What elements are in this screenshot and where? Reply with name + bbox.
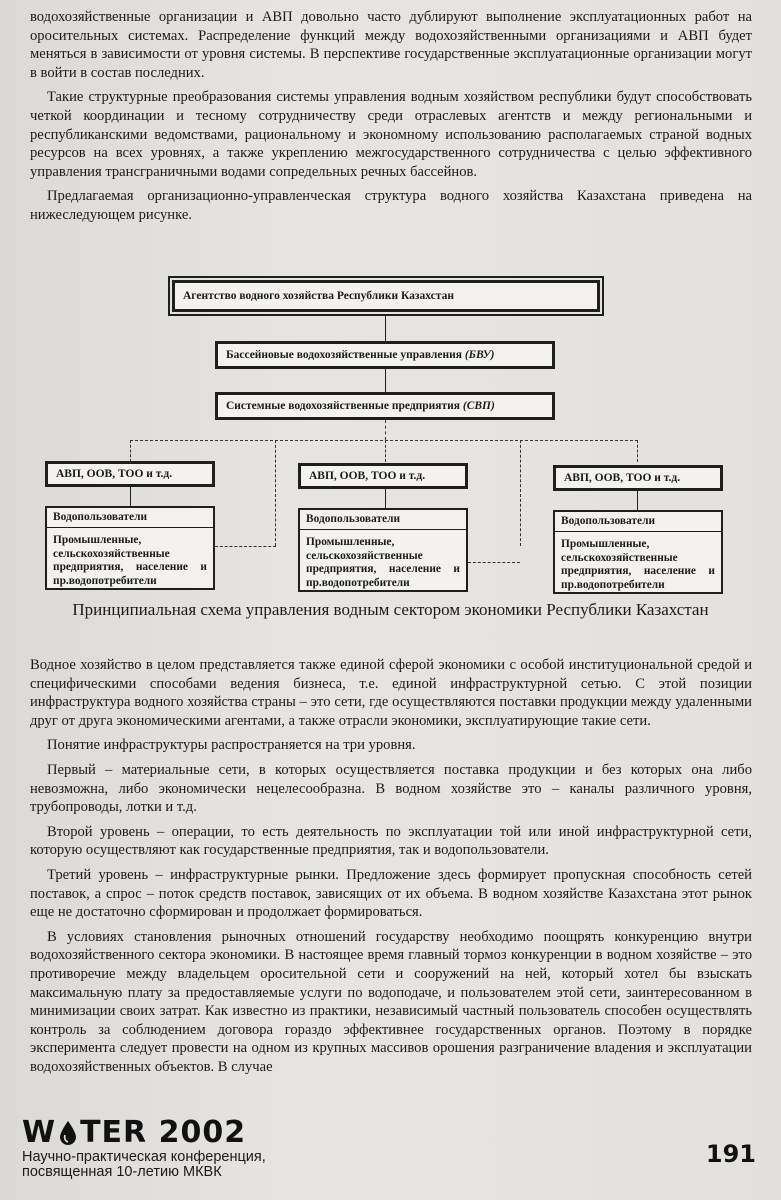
water-users-desc: Промышленные, сельскохозяйственные предприятия, население и пр.водопотребители: [561, 538, 715, 591]
system-label: [226, 400, 495, 412]
connector-line: [130, 487, 131, 506]
dashed-connector: [130, 440, 638, 441]
system-abbr: (СВП): [462, 400, 495, 412]
paragraph: Предлагаемая организационно-управленческая структура водного хозяйства Казахстана приведена на нижеследующем рисунке.: [30, 188, 752, 223]
water-drop-icon: [58, 1120, 78, 1146]
association-label: АВП, ООВ, ТОО и т.д.: [309, 470, 426, 482]
dashed-connector: [637, 440, 638, 462]
basin-text: Бассейновые водохозяйственные управления: [226, 349, 465, 361]
basin-label: [226, 349, 495, 361]
top-text: [30, 8, 752, 231]
dashed-connector: [130, 440, 131, 462]
water-users-box: [553, 510, 723, 594]
water-users-box: [298, 508, 468, 592]
paragraph: Третий уровень – инфраструктурные рынки. Предложение здесь формирует пропускная способность сетей поставок, а спрос – поток средств поставок, зависящих от их объема. В водном хозяйстве Казахстана этот рынок еще не достаточно сформирован и продолжает формироваться.: [30, 866, 752, 921]
bottom-text: [30, 656, 752, 1082]
conference-subtitle: [22, 1150, 762, 1180]
water-users-title: Водопользователи: [47, 508, 213, 528]
connector-line: [385, 489, 386, 508]
connector-line: [637, 491, 638, 510]
association-label: АВП, ООВ, ТОО и т.д.: [564, 472, 681, 484]
logo-text-right: TER 2002: [80, 1115, 247, 1150]
subtitle-line: Научно-практическая конференция,: [22, 1149, 266, 1165]
paragraph: водохозяйственные организации и АВП довольно часто дублируют выполнение эксплуатационных работ на оросительных системах. Распределение функций между водохозяйственными организациями и АВП будет меняться в зависимости от уровня системы. В перспективе государственные эксплуатационные организации могут в войти в состав последних.: [30, 9, 752, 81]
association-box: [45, 461, 215, 487]
conference-logo: [22, 1115, 762, 1150]
page-footer: [22, 1115, 762, 1188]
basin-box: [215, 341, 555, 369]
connector-line: [385, 369, 386, 392]
page-number: 191: [705, 1140, 756, 1168]
system-text: Системные водохозяйственные предприятия: [226, 400, 463, 412]
dashed-connector: [468, 562, 520, 563]
connector-line: [385, 316, 386, 341]
paragraph: Водное хозяйство в целом представляется также единой сферой экономики с особой институциональной средой и специфическими способами ведения бизнеса, т.е. единой инфраструктурной сетью. С этой позиции инфраструктура водного хозяйства страны – это сети, где осуществляются поставки продукции между удаленными друг от друга экономическими агентами, а также отрасли экономики, эксплуатирующие такие сети.: [30, 657, 752, 729]
dashed-connector: [215, 546, 276, 547]
dashed-connector: [385, 440, 386, 462]
logo-text-left: W: [22, 1115, 57, 1150]
org-structure-diagram: [0, 270, 781, 610]
association-box: [298, 463, 468, 489]
paragraph: Первый – материальные сети, в которых осуществляется поставка продукции и без которых она либо невозможна, либо экономически нецелесообразна. В водном хозяйстве это – каналы различного уровня, трубопроводы, лотки и т.д.: [30, 761, 752, 816]
diagram-caption: Принципиальная схема управления водным сектором экономики Республики Казахстан: [72, 600, 709, 619]
association-box: [553, 465, 723, 491]
water-users-desc: Промышленные, сельскохозяйственные предприятия, население и пр.водопотребители: [53, 534, 207, 587]
water-users-title: Водопользователи: [555, 512, 721, 532]
dashed-connector: [385, 420, 386, 440]
water-users-title: Водопользователи: [300, 510, 466, 530]
association-label: АВП, ООВ, ТОО и т.д.: [56, 468, 173, 480]
paragraph: Второй уровень – операции, то есть деятельность по эксплуатации той или иной инфраструктурной сети, которую осуществляют как государственные предприятия, так и водопользователи.: [30, 823, 752, 859]
dashed-connector: [520, 440, 521, 546]
paragraph: В условиях становления рыночных отношений государству необходимо поощрять конкуренцию внутри водохозяйственного сектора экономики. В настоящее время главный тормоз конкуренции в водном хозяйстве – это противоречие между владельцем оросительной сети и сооружений на ней, который хотел бы взыскать максимальную плату за предоставляемые услуги по водоподаче, и пользователем этой сети, заинтересованном в минимизации своих затрат. Как известно из практики, независимый частный пользователь способен осуществлять контроль за соблюдением договора гораздо эффективнее государственных органов. Поэтому в порядке эксперимента следует провести на одном из крупных массивов орошения разграничение владения и эксплуатации водохозяйственных объектов. В случае: [30, 928, 752, 1075]
water-users-desc: Промышленные, сельскохозяйственные предприятия, население и пр.водопотребители: [306, 536, 460, 589]
dashed-connector: [275, 440, 276, 546]
agency-label: Агентство водного хозяйства Республики Казахстан: [183, 290, 454, 302]
agency-box: [172, 280, 600, 312]
paragraph: Такие структурные преобразования системы управления водным хозяйством республики будут способствовать четкой координации и тесному сотрудничеству среди отраслевых агентств и между региональными и республиканскими ведомствами, рациональному и экономному использованию располагаемых страной водных ресурсов на всех уровнях, а также укреплению межгосударственного сотрудничества с целью эффективного управления трансграничными водами сопредельных речных бассейнов.: [30, 89, 752, 180]
subtitle-line: посвященная 10-летию МКВК: [22, 1164, 222, 1180]
paragraph: Понятие инфраструктуры распространяется на три уровня.: [47, 737, 416, 754]
water-users-box: [45, 506, 215, 590]
system-box: [215, 392, 555, 420]
basin-abbr: (БВУ): [464, 349, 495, 361]
